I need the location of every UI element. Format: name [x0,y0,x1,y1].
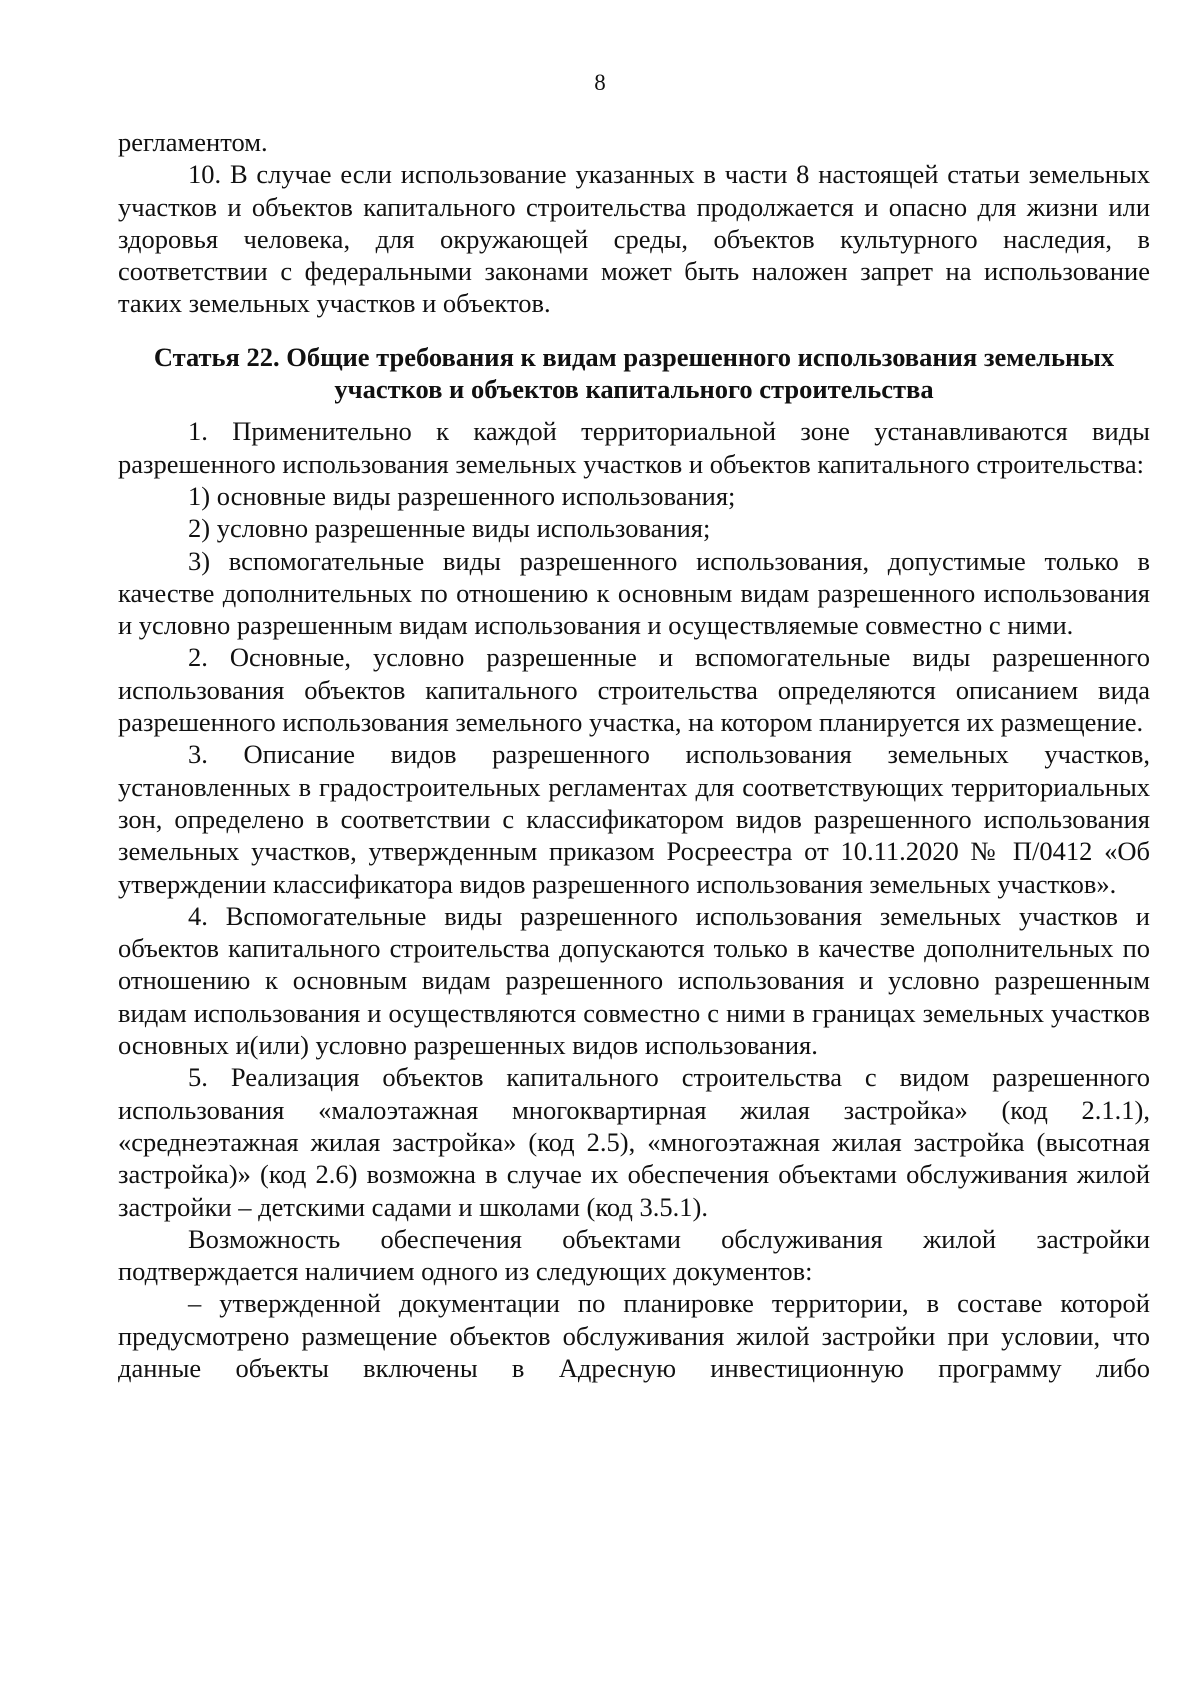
paragraph: 1. Применительно к каждой территориальной зоне устанавливаются виды разрешенного использования земельных участков и объектов капитального строительства: [118,416,1150,479]
article-heading: Статья 22. Общие требования к видам разрешенного использования земельных участков и объектов капитального строительства [153,341,1115,405]
paragraphs-before-heading [118,126,1150,320]
paragraph: 4. Вспомогательные виды разрешенного использования земельных участков и объектов капитального строительства допускаются только в качестве дополнительных по отношению к основным видам разрешенного использования и условно разрешенным видам использования и осуществляются совместно с ними в границах земельных участков основных и(или) условно разрешенных видов использования. [118,900,1150,1061]
page-number: 8 [594,70,606,95]
paragraph: 3. Описание видов разрешенного использования земельных участков, установленных в градостроительных регламентах для соответствующих территориальных зон, определено в соответствии с классификатором видов разрешенного использования земельных участков, утвержденным приказом Росреестра от 10.11.2020 № П/0412 «Об утверждении классификатора видов разрешенного использования земельных участков». [118,739,1150,899]
list-item: 3) вспомогательные виды разрешенного использования, допустимые только в качестве дополнительных по отношению к основным видам разрешенного использования и условно разрешенным видам использования и осуществляемые совместно с ними. [118,545,1150,641]
paragraphs-after-heading [118,415,1150,1384]
paragraph: Возможность обеспечения объектами обслуживания жилой застройки подтверждается наличием одного из следующих документов: [118,1223,1150,1287]
document-body [118,126,1150,1384]
dash-list-item: – утвержденной документации по планировке территории, в составе которой предусмотрено размещение объектов обслуживания жилой застройки при условии, что данные объекты включены в Адресную инвестиционную программу либо [118,1288,1150,1383]
paragraph: 10. В случае если использование указанных в части 8 настоящей статьи земельных участков и объектов капитального строительства продолжается и опасно для жизни или здоровья человека, для окружающей среды, объектов культурного наследия, в соответствии с федеральными законами может быть наложен запрет на использование таких земельных участков и объектов. [118,159,1150,319]
paragraph: 2. Основные, условно разрешенные и вспомогательные виды разрешенного использования объектов капитального строительства определяются описанием вида разрешенного использования земельного участка, на котором планируется их размещение. [118,642,1150,738]
paragraph: регламентом. [118,127,268,157]
paragraph: 5. Реализация объектов капитального строительства с видом разрешенного использования «малоэтажная многоквартирная жилая застройка» (код 2.1.1), «среднеэтажная жилая застройка» (код 2.5), «многоэтажная жилая застройка (высотная застройка)» (код 2.6) возможна в случае их обеспечения объектами обслуживания жилой застройки – детскими садами и школами (код 3.5.1). [118,1062,1150,1222]
list-item: 1) основные виды разрешенного использования; [188,480,736,511]
list-item: 2) условно разрешенные виды использования; [188,513,711,544]
